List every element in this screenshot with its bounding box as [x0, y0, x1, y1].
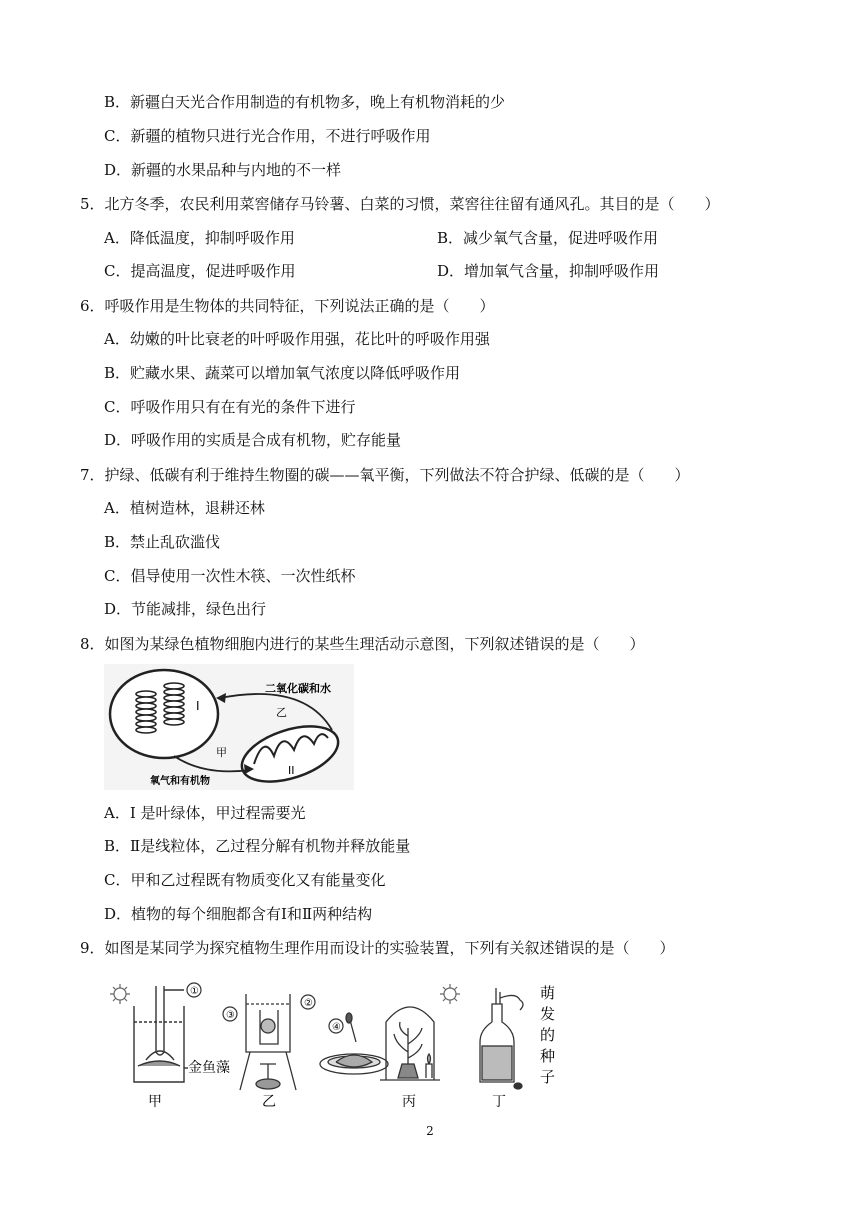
q9-stem: 9．如图是某同学为探究植物生理作用而设计的实验装置，下列有关叙述错误的是（ ） — [80, 939, 675, 957]
setup-ding-label: 丁 — [492, 1094, 506, 1110]
q8-stem: 8．如图为某绿色植物细胞内进行的某些生理活动示意图，下列叙述错误的是（ ） — [80, 635, 645, 653]
seed-label-char: 萌 — [540, 984, 556, 1002]
q7-option-b: B．禁止乱砍滥伐 — [104, 533, 221, 551]
seed-label-char: 的 — [540, 1026, 556, 1044]
q7-option-a: A．植树造林，退耕还林 — [104, 499, 265, 517]
organelle-label-2: II — [288, 764, 295, 777]
q6-option-d: D．呼吸作用的实质是合成有机物，贮存能量 — [104, 431, 402, 449]
seed-label-char: 发 — [540, 1005, 556, 1023]
alga-label: 金鱼藻 — [188, 1060, 230, 1076]
q6-stem: 6．呼吸作用是生物体的共同特征，下列说法正确的是（ ） — [80, 297, 495, 315]
q8-option-a: A．I 是叶绿体，甲过程需要光 — [104, 804, 306, 822]
q7-option-c: C．倡导使用一次性木筷、一次性纸杯 — [104, 567, 356, 585]
marker-1-label: ① — [190, 986, 199, 997]
q5-option-b: B．减少氧气含量，促进呼吸作用 — [437, 229, 659, 247]
label-co2-water: 二氧化碳和水 — [265, 682, 331, 695]
q8-cell-diagram — [104, 664, 354, 790]
setup-jia-label: 甲 — [148, 1094, 162, 1110]
q4-option-b: B．新疆白天光合作用制造的有机物多，晚上有机物消耗的少 — [104, 93, 506, 111]
label-jia: 甲 — [216, 746, 227, 759]
setup-yi-label: 乙 — [262, 1094, 276, 1110]
label-yi: 乙 — [276, 706, 287, 719]
setup-bing-label: 丙 — [402, 1094, 416, 1110]
q4-option-c: C．新疆的植物只进行光合作用，不进行呼吸作用 — [104, 127, 431, 145]
marker-3-label: ③ — [226, 1010, 235, 1021]
q6-option-a: A．幼嫩的叶比衰老的叶呼吸作用强，花比叶的呼吸作用强 — [104, 330, 490, 348]
setup-bing — [380, 1007, 440, 1080]
marker-4-label: ④ — [332, 1022, 341, 1033]
grana-stack-left — [136, 691, 156, 733]
setup-yi — [240, 994, 296, 1090]
grana-stack-right — [164, 683, 184, 725]
chloroplast-outline — [110, 670, 218, 758]
q8-option-c: C．甲和乙过程既有物质变化又有能量变化 — [104, 871, 386, 889]
q6-option-c: C．呼吸作用只有在有光的条件下进行 — [104, 398, 356, 416]
organelle-label-1: I — [196, 699, 200, 713]
marker-2-label: ② — [304, 998, 313, 1009]
label-o2-organic: 氧气和有机物 — [150, 776, 210, 787]
page-number: 2 — [426, 1124, 434, 1138]
setup-jia — [134, 986, 188, 1082]
setup-ding — [480, 988, 523, 1089]
sun-icon — [110, 984, 130, 1004]
q5-option-c: C．提高温度，促进呼吸作用 — [104, 262, 296, 280]
sun-icon — [440, 984, 460, 1004]
q5-stem: 5．北方冬季，农民利用菜窖储存马铃薯、白菜的习惯，菜窖往往留有通风孔。其目的是（ ） — [80, 195, 720, 213]
q8-option-b: B．Ⅱ是线粒体，乙过程分解有机物并释放能量 — [104, 837, 411, 855]
seed-label-char: 子 — [540, 1068, 556, 1086]
q8-option-d: D．植物的每个细胞都含有Ⅰ和Ⅱ两种结构 — [104, 905, 373, 923]
q7-stem: 7．护绿、低碳有利于维持生物圈的碳——氧平衡，下列做法不符合护绿、低碳的是（ ） — [80, 466, 690, 484]
q6-option-b: B．贮藏水果、蔬菜可以增加氧气浓度以降低呼吸作用 — [104, 364, 461, 382]
q7-option-d: D．节能减排，绿色出行 — [104, 600, 267, 618]
q5-option-a: A．降低温度，抑制呼吸作用 — [104, 229, 295, 247]
q5-option-d: D．增加氧气含量，抑制呼吸作用 — [437, 262, 660, 280]
q4-option-d: D．新疆的水果品种与内地的不一样 — [104, 161, 342, 179]
seed-label-char: 种 — [540, 1047, 556, 1065]
q9-experiment-diagram — [100, 982, 570, 1112]
